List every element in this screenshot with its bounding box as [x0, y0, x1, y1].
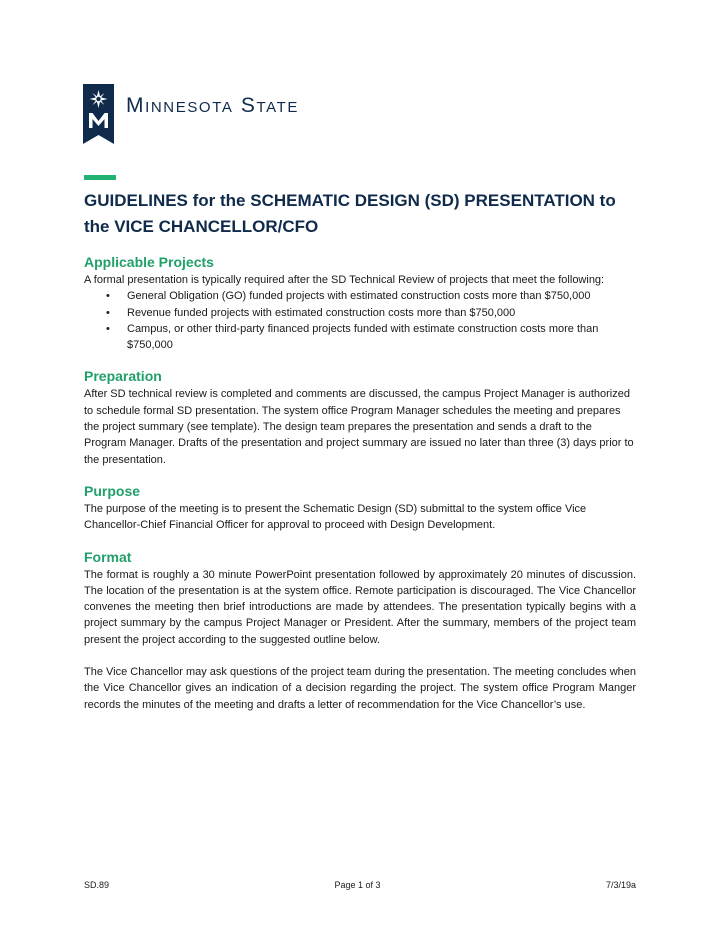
section-body: After SD technical review is completed and comments are discussed, the campus Project Manager is authorized to schedule formal SD presentation. The system office Program Manager schedules the meeting and prepares the project summary (see template). The design team prepares the presentation and sends a draft to the Program Manager. Drafts of the presentation and project summary are issued no later than three (3) days prior to the presentation. [84, 388, 634, 466]
accent-bar [84, 175, 116, 180]
section-body: The format is roughly a 30 minute PowerPoint presentation followed by approximately 20 minutes of discussion. The location of the presentation is at the system office. Remote participation is discouraged. The Vice Chancellor convenes the meeting then brief introductions are made by attendees. The presentation typically begins with a project summary by the campus Project Manager or President. After the summary, members of the project team present the project according to the suggested outline below. [84, 568, 636, 646]
org-name: Minnesota State [126, 94, 300, 117]
section-heading: Applicable Projects [84, 254, 214, 270]
page-footer [84, 880, 636, 890]
page-number: Page 1 of 3 [334, 880, 381, 890]
list-item: • Campus, or other third-party financed projects funded with estimate construction costs more than $750,000 [106, 322, 599, 352]
section-body: The purpose of the meeting is to present the Schematic Design (SD) submittal to the system office Vice Chancellor-Chief Financial Officer for approval to proceed with Design Development. [84, 502, 587, 532]
page-title: GUIDELINES for the SCHEMATIC DESIGN (SD) PRESENTATION to the VICE CHANCELLOR/CFO [84, 191, 616, 236]
minnesota-state-logo [83, 84, 299, 144]
section-intro: A formal presentation is typically required after the SD Technical Review of projects that meet the following: [84, 274, 605, 286]
section-format [84, 548, 636, 713]
section-heading: Preparation [84, 368, 162, 385]
bullet-icon: • [106, 290, 110, 303]
section-heading: Format [84, 548, 132, 565]
section-heading: Purpose [84, 482, 141, 499]
list-item: • General Obligation (GO) funded projects with estimated construction costs more than $750,000 [84, 288, 636, 304]
bullet-icon: • [106, 322, 110, 335]
list-item: • Revenue funded projects with estimated construction costs more than $750,000 [84, 305, 636, 321]
section-applicable-projects [84, 253, 636, 353]
bullet-icon: • [106, 306, 110, 319]
document-body [84, 253, 636, 727]
section-purpose [84, 482, 636, 534]
bullet-list [84, 288, 636, 353]
document-id: SD.89 [84, 880, 110, 890]
section-preparation [84, 367, 636, 467]
section-body: The Vice Chancellor may ask questions of the project team during the presentation. The meeting concludes when the Vice Chancellor gives an indication of a decision regarding the project. The system office Program Manger records the minutes of the meeting and drafts a letter of recommendation for the Vice Chancellor’s use. [84, 666, 636, 711]
north-star-m-logo-icon [83, 84, 114, 144]
document-version: 7/3/19a [605, 880, 636, 890]
